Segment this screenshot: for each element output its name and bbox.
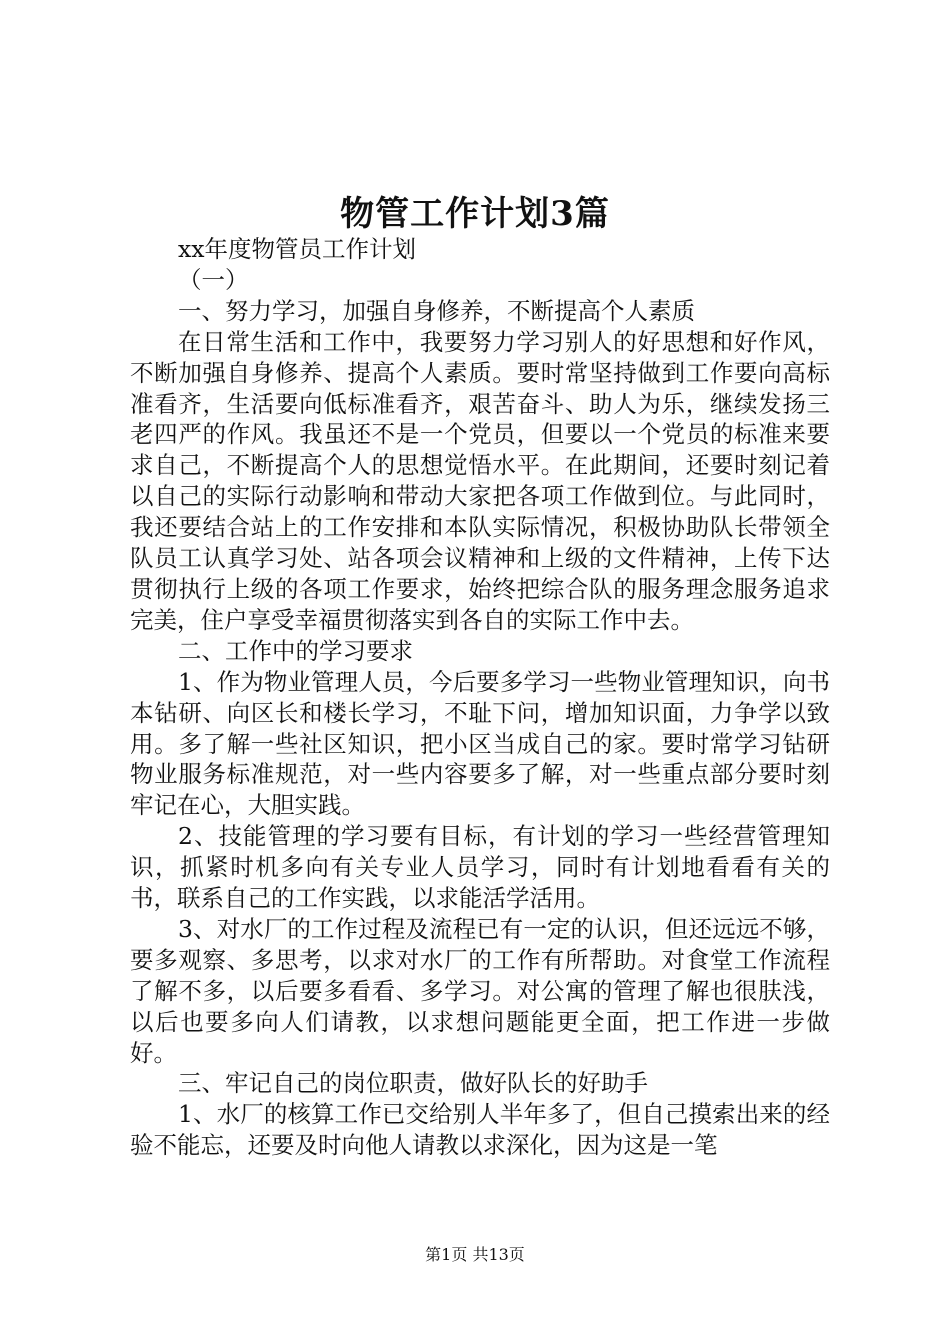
paragraph-4: 3、对水厂的工作过程及流程已有一定的认识，但还远远不够，要多观察、多思考，以求对水厂的工作有所帮助。对食堂工作流程了解不多，以后要多看看、多学习。对公寓的管理了解也很肤浅，以后也要多向人们请教，以求想问题能更全面，把工作进一步做好。 — [130, 914, 830, 1067]
subtitle-line: xx年度物管员工作计划 — [178, 235, 417, 263]
page-footer: 第1页 共13页 — [425, 1245, 525, 1264]
section-heading-2: 二、工作中的学习要求 — [178, 636, 413, 665]
document-title: 物管工作计划3篇 — [340, 194, 610, 234]
section-number: （一） — [178, 265, 249, 294]
section-heading-3: 三、牢记自己的岗位职责，做好队长的好助手 — [178, 1069, 648, 1098]
paragraph-3: 2、技能管理的学习要有目标，有计划的学习一些经营管理知识，抓紧时机多向有关专业人员学习，同时有计划地看看有关的书，联系自己的工作实践，以求能活学活用。 — [130, 822, 830, 913]
document-body — [130, 234, 830, 1161]
paragraph-2: 1、作为物业管理人员，今后要多学习一些物业管理知识，向书本钻研、向区长和楼长学习，不耻下问，增加知识面，力争学以致用。多了解一些社区知识，把小区当成自己的家。要时常学习钻研物业服务标准规范，对一些内容要多了解，对一些重点部分要时刻牢记在心，大胆实践。 — [130, 667, 830, 820]
section-heading-1: 一、努力学习，加强自身修养，不断提高个人素质 — [178, 296, 695, 325]
paragraph-1: 在日常生活和工作中，我要努力学习别人的好思想和好作风，不断加强自身修养、提高个人素质。要时常坚持做到工作要向高标准看齐，生活要向低标准看齐，艰苦奋斗、助人为乐，继续发扬三老四严的作风。我虽还不是一个党员，但要以一个党员的标准来要求自己，不断提高个人的思想觉悟水平。在此期间，还要时刻记着以自己的实际行动影响和带动大家把各项工作做到位。与此同时，我还要结合站上的工作安排和本队实际情况，积极协助队长带领全队员工认真学习处、站各项会议精神和上级的文件精神，上传下达贯彻执行上级的各项工作要求，始终把综合队的服务理念服务追求完美，住户享受幸福贯彻落实到各自的实际工作中去。 — [130, 327, 830, 634]
paragraph-5: 1、水厂的核算工作已交给别人半年多了，但自己摸索出来的经验不能忘，还要及时向他人请教以求深化，因为这是一笔 — [130, 1100, 830, 1160]
